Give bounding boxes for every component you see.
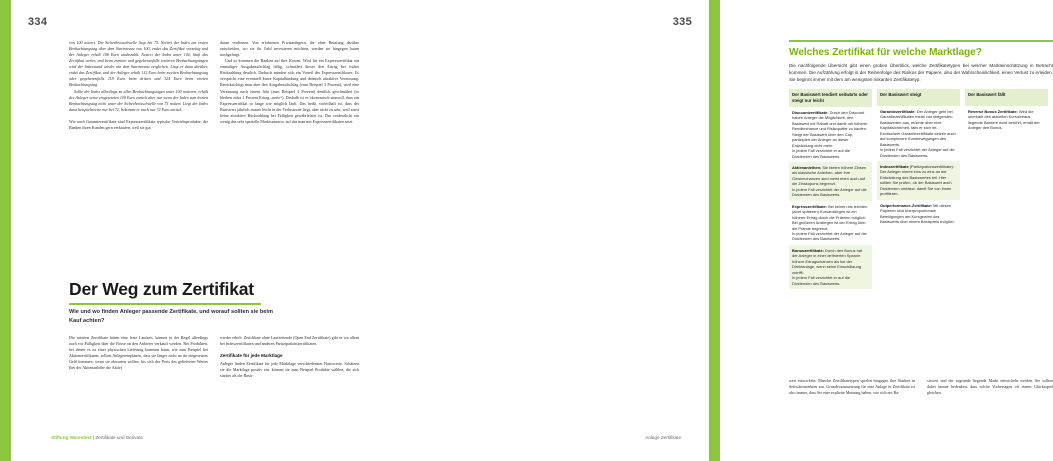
footer-left (51, 435, 143, 440)
entry-note: In jedem Fall verzichtet der Anleger auf die Dividenden des Basiswerts. (879, 147, 955, 158)
entry-text: (Partizipationszertifikate): Der Anleger nimmt eins zu eins an der Entwicklung des Basiswertes teil. Hier sollten Sie prüfen, ob der Basiswert auch Dividenden umfasst, damit Sie von ihnen profitieren. (879, 163, 954, 197)
lower-column-2 (220, 335, 359, 379)
page-number-left: 334 (28, 16, 48, 28)
footer-right (645, 435, 681, 440)
column-body (877, 200, 960, 228)
entry-term: Aktienanleihen: (792, 164, 822, 170)
table-entry (792, 248, 868, 286)
table-entry (792, 165, 868, 198)
entry-text: Bei keinen bis leichten (aber späteren) Kursanstiegen ist ein höherer Ertrag durch die Prämien möglich. Bei größeren Anstiegen ist der Ertrag über die Prämie begrenzt. (792, 203, 868, 231)
column-body-shaded (789, 162, 872, 201)
footer-section-right: Anlage Zertifikate (645, 435, 681, 440)
column-body (965, 106, 1048, 134)
info-box (789, 40, 1053, 289)
table-column-sideways (789, 89, 877, 289)
entry-term: Discountzertifikate: (792, 109, 829, 115)
table-entry (880, 203, 956, 225)
info-box-top-rule (789, 40, 1053, 42)
paragraph: Die meisten Zertifikate haben eine feste Laufzeit, können in der Regel allerdings auch vor Fälligkeit über die Börse an den Anbieter verkauft werden. Bei Produkten, bei denen es zu einer physischen Lieferung kommen kann, wie zum Beispiel bei Aktienzertifikaten, sollten Anlegereinplanen, dass sie länger nicht an ihr eingesetztes Geld kommen, wenn sie abwarten wollen, bis sich der Preis des gelieferten Wertes (bei der Aktienanleihe die Aktie) (69, 335, 208, 371)
entry-text: Durch den Discount haben Anleger die Möglichkeit, den Basiswert mit Rabatt und damit mit höherer Renditechance und Risikopuffer zu kaufen. Steigt der Basiswert über den Cap, partizipiert der Anleger an dieser Entwicklung nicht mehr. (792, 109, 868, 148)
column-header: Der Basiswert tendiert seitwärts oder steigt nur leicht (789, 89, 872, 107)
article-column-1 (69, 40, 208, 113)
entry-text: Der Anleger geht bei Garantiezertifikaten meist von steigenden Basiswerten aus, möchte aber eine Kapitalsicherheit, falls er sich irrt. Exotischem Garantiezertifikate setzen auch auf komplexere Kursbewegungen des Basiswerts. (879, 108, 956, 147)
paragraph: Und so kommen die Banken auf ihre Kosten. Wird für ein Expresszertifikat ein einmaliger Ausgabeaufschlag fällig, schmälert dieser den Ertrag bei früher Rückzahlung deutlich. Dadurch mindert sich ein Vorteil des Expresszertifikates: Es verspricht eine eventuell kurze Kapitalbindung und dennoch attraktive Verzinsung. Berücksichtigt man aber den Ausgabeaufschlag (zum Beispiel 3 Prozent), wird eine Verzinsung nach einem Jahr (zum Beispiel 4 Prozent) deutlich geschmälert (es bleiben zirka 1 Prozent Ertrag „netto“). Deshalb ist es ökonomisch sinnvoll, dass ein Expresszertifikat so lange wie möglich läuft. Das heißt, vorteilhaft ist, dass der Basiswert jährlich immer leicht in der Verlustzone liegt, aber nicht zu sehr, weil sonst keine attraktive Rückzahlung bei Fälligkeit gewährleistet ist. Das verdeutlicht ein wenig das sehr spezielle Marktszenario, auf das man mit Expresszertifikaten setzt. (220, 58, 359, 124)
left-edge-green-bar (0, 0, 11, 461)
entry-term: Indexzertifikate (879, 163, 909, 169)
market-situation-table (789, 89, 1053, 289)
standfirst-text: Wie und wo finden Anleger passende Zertifikate, und worauf sollten sie beim Kauf achten? (69, 309, 273, 324)
table-entry (968, 109, 1044, 131)
entry-note: In jedem Fall verzichtet der Anleger auf die Dividenden des Basiswerts. (792, 186, 867, 198)
column-body (789, 201, 872, 245)
entry-term: Bonuszertifikate: (792, 247, 824, 253)
paragraph: Anleger finden Zertifikate für jede Marktlage verschiedenster Basiswerte. Schätzen sie die Marktlage positiv ein, können sie zum Beispiel Produkte wählen, die sich stärker als die Basis- (220, 360, 359, 378)
entry-text: Mit diesen Papieren sind überproportionale Beteiligungen am Kursgewinn des Basiswerts über einem Basispreis möglich. (879, 202, 955, 225)
paragraph: wert entwickeln. Manche Zertifikatetypen spielen hingegen ihre Stärken in Seitwärtsmärkten aus. Grundvoraussetzung für eine Anlage in Zertifikate ist also immer, dass Sie eine explizite Meinung haben, wie sich ein Ba- (789, 378, 915, 396)
paragraph: siswert und der zugrunde liegende Markt entwickeln werden. Sie sollten dabei immer bedenken, dass solche Vorhersagen oft einem Glücksspiel gleichen. (927, 378, 1053, 396)
info-box-intro: Die nachfolgende Übersicht gibt einen groben Überblick, welche Zertifikatetypen bei welcher Markteinschätzung in Betracht kommen. Die Aufzählung erfolgt in der Reihenfolge des Risikos der Papiere, also der Wahrscheinlichkeit, einen Verlust zu erleiden. Sie beginnt immer mit dem am wenigsten riskanten Zertifikatetyp. (789, 63, 1053, 82)
paragraph: Wie auch Garantiezertifikate sind Expresszertifikate typische Vertriebsprodukte, die Banken ihren Kunden gern verkaufen, weil sie gut (69, 118, 208, 130)
table-entry (880, 164, 956, 197)
bottom-right-article (789, 378, 1053, 396)
column-body-shaded (789, 245, 872, 289)
article-column-1-cont (69, 119, 208, 131)
footer-separator: | (92, 435, 95, 440)
section-subheading: Zertifikate für jede Marktlage (220, 353, 283, 359)
paragraph: von 100 notiert. Die Sicherheitsschwelle liegt bei 75. Notiert der Index am ersten Beobachtungstag über dem Startniveau von 100, endet das Zertifikat vorzeitig und der Anleger erhält 106 Euro ausbezahlt. Notiert der Index unter 100, läuft das Zertifikat weiter, und beim zweiten und gegebenenfalls weiteren Beobachtungstagen wird der Indexstand wieder mit dem Startniveau verglichen. Liegt er dann darüber, endet das Zertifikat, und der Anleger erhält 112 Euro beim zweiten Beobachtungstag oder gegebenenfalls 118 Euro beim dritten und 124 Euro beim vierten Beobachtungstag. (69, 40, 208, 88)
entry-note: In jedem Fall verzichtet er auf die Dividenden des Basiswerts. (792, 275, 850, 286)
bottom-column-1 (789, 378, 915, 396)
paragraph: wieder erholt. Zertifikate ohne Laufzeitende (Open End Zertifikate) gibt es vor allem bei Indexzertifikaten und anderen Partizipationszertifikaten. (220, 335, 359, 347)
column-header: Der Basiswert fällt (965, 89, 1048, 106)
entry-note: In jedem Fall verzichtet er auf die Dividenden des Basiswerts. (792, 148, 850, 159)
table-entry (792, 204, 868, 242)
right-page (360, 0, 1053, 461)
article-column-2 (220, 40, 359, 125)
column-body (789, 107, 872, 162)
info-box-title: Welches Zertifikat für welche Marktlage? (789, 47, 982, 59)
entry-text: Durch den Bonus hat der Anleger in einer definierten Spanne höhere Ertragschancen als bei der Direktanlage, wenn seine Einschätzung zutrifft. (792, 247, 863, 275)
entry-text: Wird die oberhalb des aktuellen Kursniveaus liegende Barriere nicht berührt, erhält der Anleger den Bonus. (967, 108, 1040, 131)
top-left-article (69, 40, 359, 131)
entry-term: Garantiezertifikate: (879, 108, 916, 114)
left-page (11, 0, 360, 461)
lower-left-article (69, 335, 359, 379)
footer-section-left: Zertifikate und Derivate (95, 435, 143, 440)
column-body-shaded (877, 161, 960, 200)
entry-term: Outperformance-Zertifikate: (879, 202, 933, 208)
page-title: Der Weg zum Zertifikat (69, 279, 254, 299)
bottom-column-2 (927, 378, 1053, 396)
page-number-right: 335 (672, 16, 692, 28)
publisher-name: Stiftung Warentest (51, 435, 92, 440)
table-entry (880, 109, 956, 158)
table-entry (792, 110, 868, 159)
column-body (877, 106, 960, 161)
table-column-rising (877, 89, 965, 289)
table-column-falling (965, 89, 1053, 289)
entry-text: Sie bieten höhere Zinsen als klassische Anleihen, aber ihre Gewinnchancen sind meist eben auch auf die Zinskupons begrenzt. (792, 164, 867, 187)
entry-note: In jedem Fall verzichtet der Anleger auf die Dividenden des Basiswerts. (792, 230, 867, 242)
entry-term: Expresszertifikate: (792, 203, 828, 209)
title-underline-rule (69, 303, 261, 305)
right-edge-green-bar (709, 0, 720, 461)
entry-term: Reverse Bonus Zertifikate: (967, 108, 1018, 114)
paragraph: Sollte der Index allerdings zu allen Beobachtungstagen unter 100 notieren, erhält der Anleger seine eingesetzten 100 Euro zurück aber nur wenn der Index zum letzten Beobachtungstag nicht unter der Sicherheitsschwelle von 75 notiert. Liegt der Index dann beispielsweise nur bei 72, bekommt er auch nur 72 Euro zurück. (69, 88, 208, 112)
column-header: Der Basiswert steigt (877, 89, 960, 106)
lower-column-1 (69, 335, 208, 371)
paragraph: daran verdienen. Von erfahrenen Privatanlegern, die ohne Beratung darüber entscheiden, wo sie ihr Geld investieren möchten, werden sie hingegen kaum nachgefragt. (220, 40, 359, 58)
